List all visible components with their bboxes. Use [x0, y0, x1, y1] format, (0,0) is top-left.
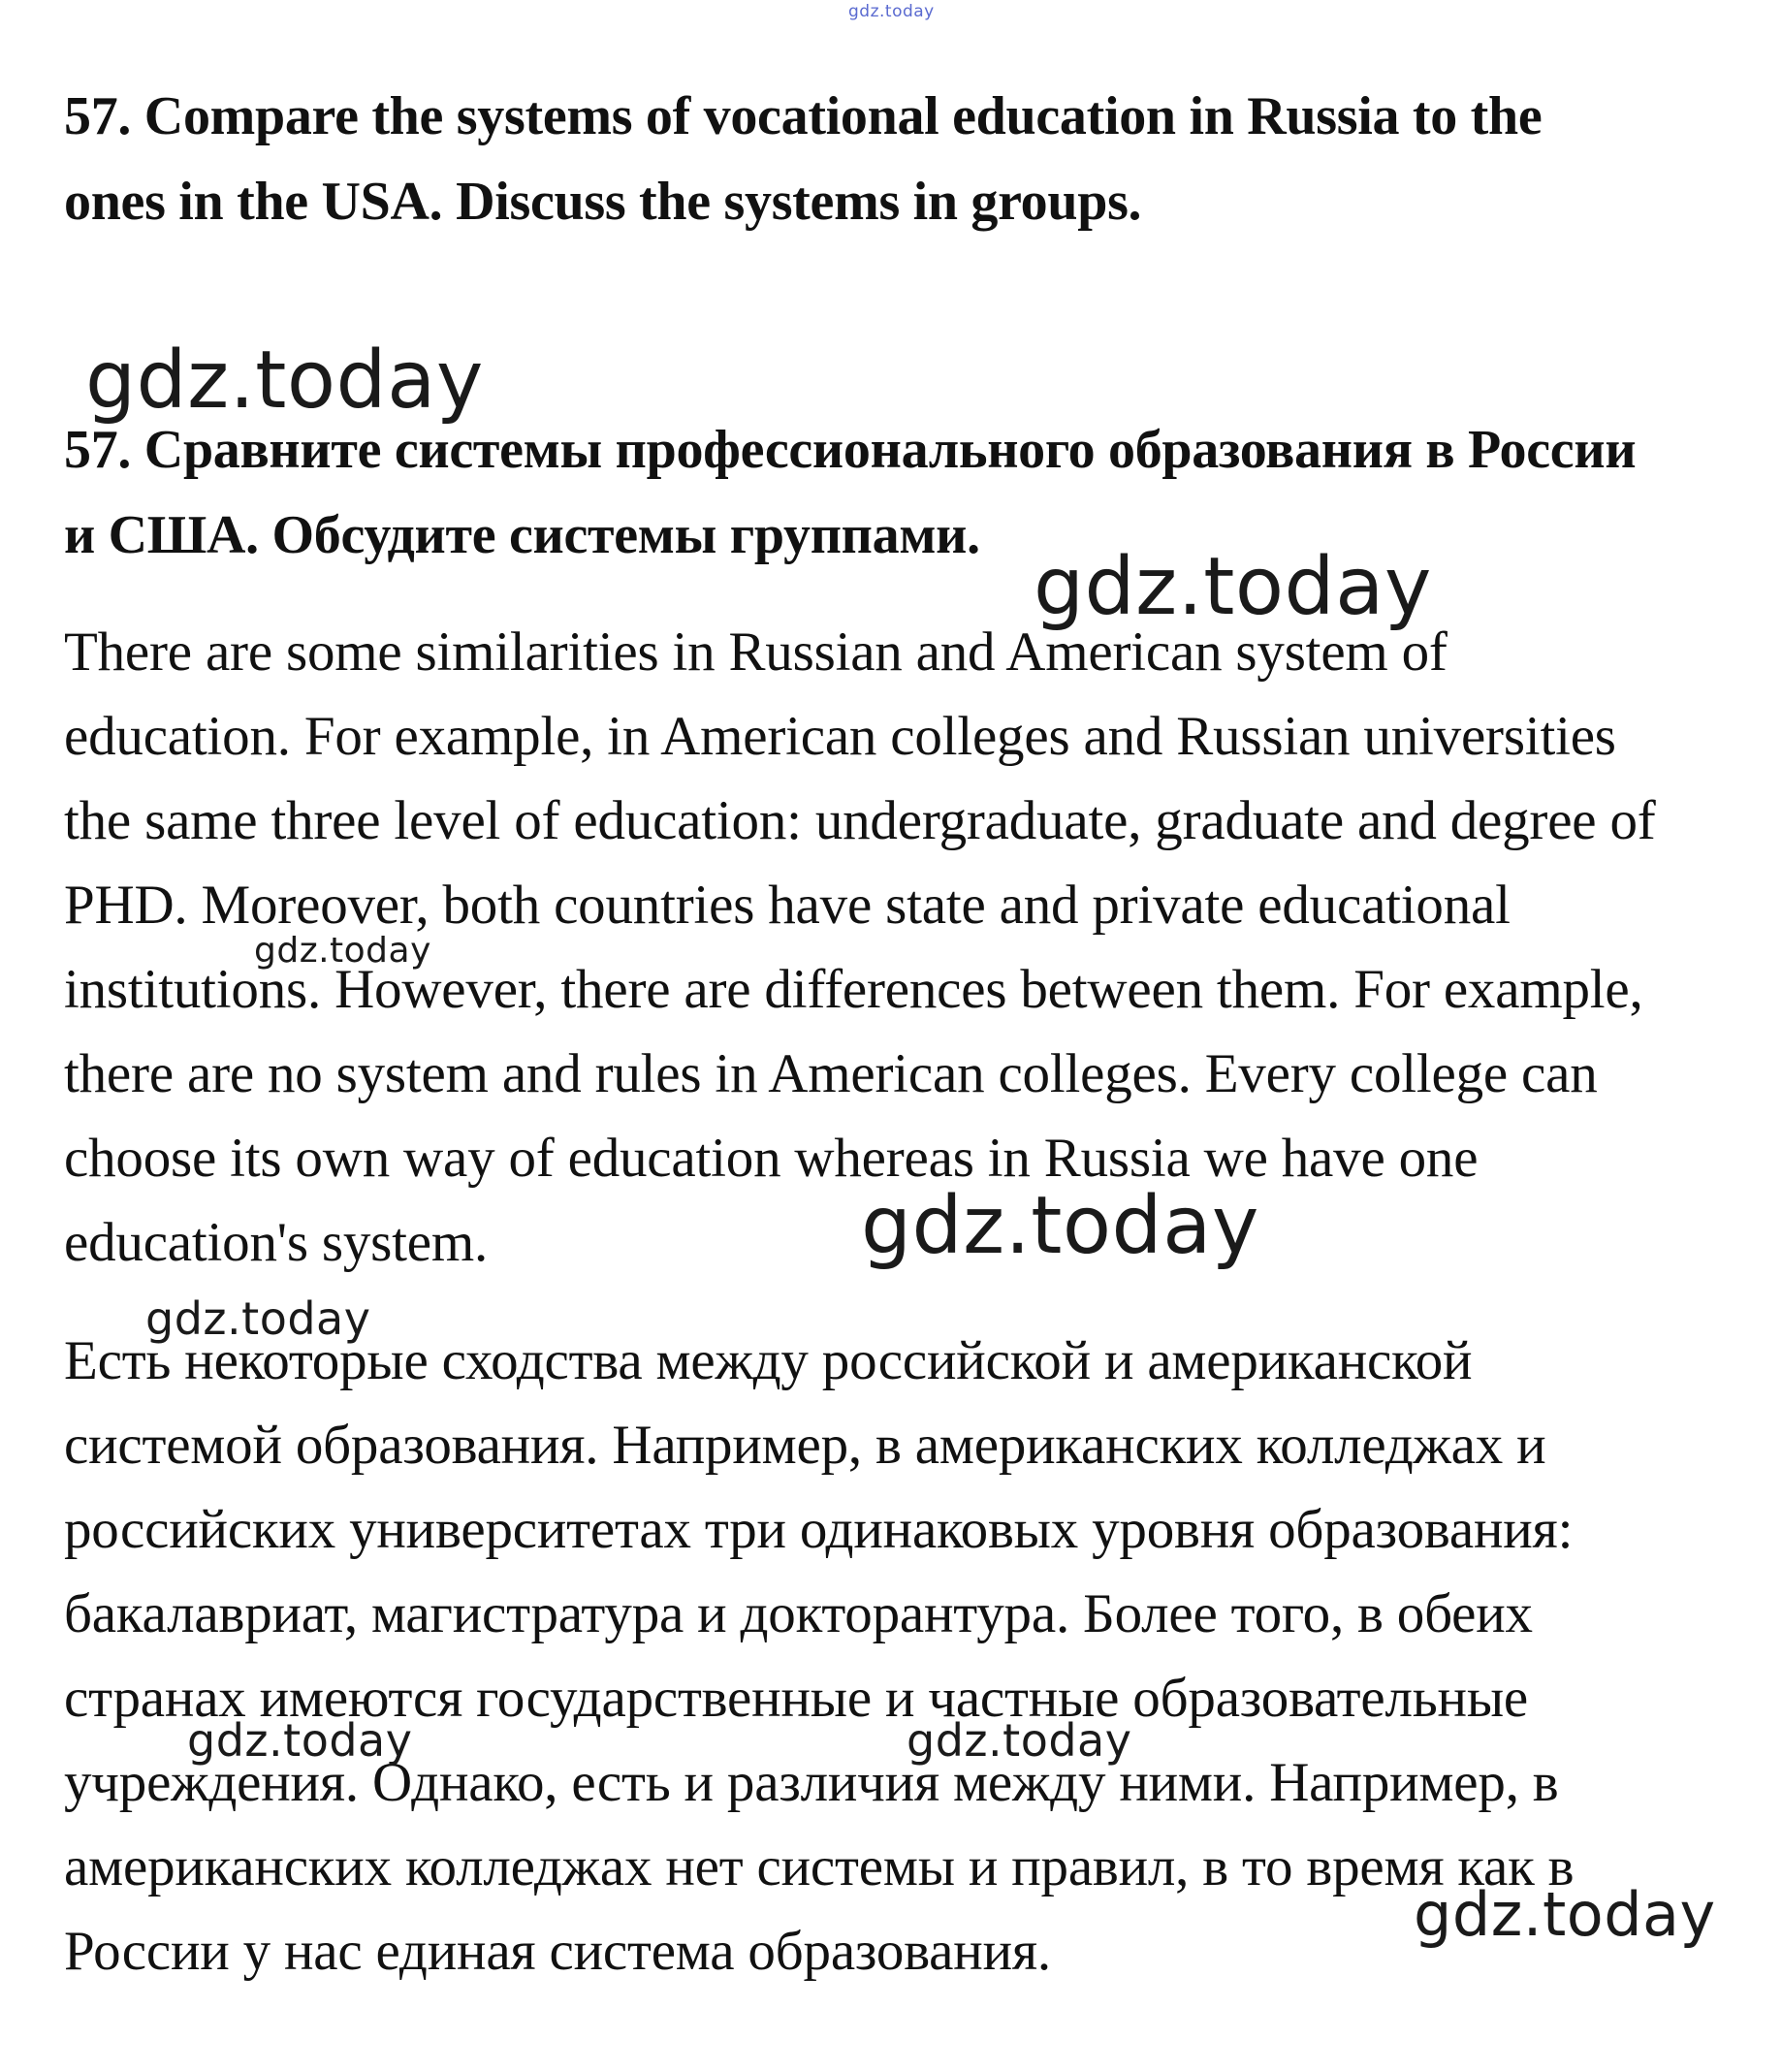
- watermark: gdz.today: [1034, 541, 1432, 633]
- answer-ru-line: бакалавриат, магистратура и докторантура. Более того, в обеих: [64, 1583, 1533, 1644]
- answer-ru-line: России у нас единая система образования.: [64, 1921, 1051, 1982]
- answer-en-line: institutions. However, there are differences between them. For example,: [64, 959, 1643, 1020]
- watermark: gdz.today: [145, 1292, 371, 1345]
- task-ru-line: 57. Сравните системы профессионального образования в России: [64, 420, 1637, 480]
- answer-en-line: There are some similarities in Russian and American system of: [64, 622, 1448, 683]
- watermark: gdz.today: [187, 1714, 413, 1767]
- answer-en-line: there are no system and rules in American colleges. Every college can: [64, 1043, 1598, 1104]
- answer-en-line: choose its own way of education whereas in Russia we have one: [64, 1128, 1479, 1189]
- watermark-top: gdz.today: [848, 2, 935, 21]
- answer-ru-line: учреждения. Однако, есть и различия между ними. Например, в: [64, 1752, 1559, 1813]
- watermark: gdz.today: [254, 931, 431, 971]
- watermark: gdz.today: [85, 335, 484, 427]
- watermark: gdz.today: [907, 1714, 1132, 1767]
- answer-ru-line: американских колледжах нет системы и правил, в то время как в: [64, 1836, 1575, 1897]
- watermark: gdz.today: [1414, 1879, 1716, 1950]
- task-en-line: 57. Compare the systems of vocational education in Russia to the: [64, 86, 1543, 146]
- answer-en-line: education's system.: [64, 1212, 489, 1273]
- task-en-line: ones in the USA. Discuss the systems in groups.: [64, 172, 1142, 232]
- answer-ru-line: Есть некоторые сходства между российской и американской: [64, 1330, 1473, 1391]
- answer-ru-line: российских университетах три одинаковых уровня образования:: [64, 1499, 1574, 1560]
- answer-en-line: the same three level of education: undergraduate, graduate and degree of: [64, 790, 1656, 851]
- answer-en-line: education. For example, in American colleges and Russian universities: [64, 706, 1616, 767]
- answer-ru-line: системой образования. Например, в американских колледжах и: [64, 1415, 1546, 1476]
- task-ru-line: и США. Обсудите системы группами.: [64, 505, 980, 565]
- answer-en-line: PHD. Moreover, both countries have state and private educational: [64, 875, 1511, 936]
- watermark: gdz.today: [861, 1180, 1259, 1272]
- answer-ru-line: странах имеются государственные и частные образовательные: [64, 1668, 1529, 1729]
